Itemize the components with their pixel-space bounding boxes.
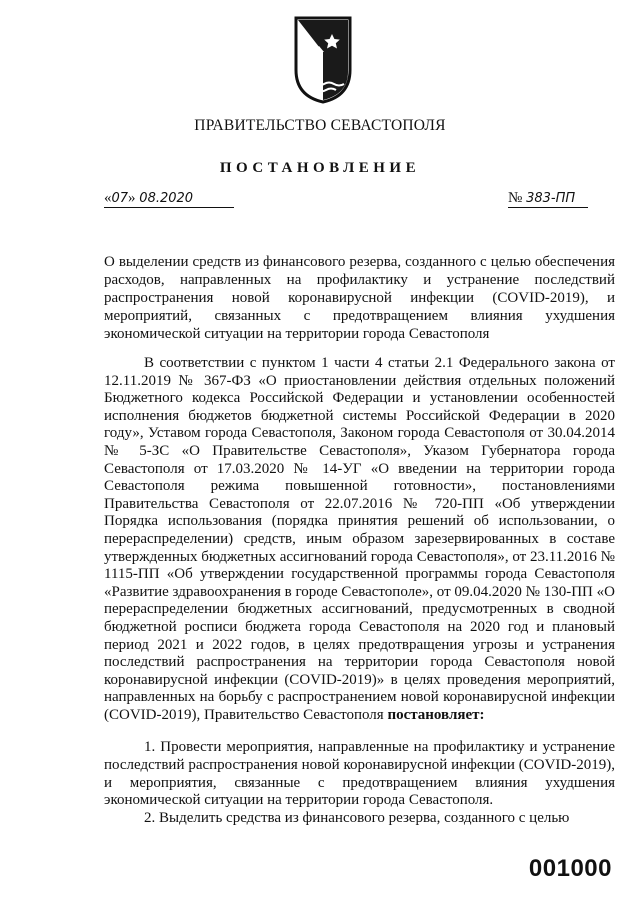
- page-serial-number: 001000: [528, 855, 612, 882]
- government-name: ПРАВИТЕЛЬСТВО СЕВАСТОПОЛЯ: [194, 117, 446, 134]
- monument-column: [317, 52, 321, 82]
- date-month-year: 08.2020: [139, 191, 194, 206]
- document-type-title: ПОСТАНОВЛЕНИЕ: [219, 160, 421, 176]
- date-close-quote: »: [128, 190, 140, 206]
- preamble-paragraph: [104, 355, 615, 724]
- document-date: [104, 190, 234, 208]
- item-2: 2. Выделить средства из финансового резерва, созданного с целью: [144, 809, 570, 826]
- document-subject: О выделении средств из финансового резерва, созданного с целью обеспечения расходов, направленных на профилактику и устранение последствий распространения новой коронавирусной инфекции (COVID-2019), и мероприятий, связанных с предотвращением влияния ухудшения экономической ситуации на территории города Севастополя: [104, 254, 615, 342]
- resolves-word: постановляет:: [387, 706, 485, 723]
- document-body: [104, 355, 615, 827]
- sevastopol-coat-of-arms: [292, 12, 354, 106]
- number-sign: №: [508, 190, 527, 206]
- number-value: 383-ПП: [526, 191, 576, 206]
- date-open-quote: «: [104, 190, 112, 206]
- item-1: 1. Провести мероприятия, направленные на профилактику и устранение последствий распространения новой коронавирусной инфекции (COVID-2019), и мероприятия, связанные с предотвращением влияния ухудшения экономической ситуации на территории города Севастополя.: [104, 739, 615, 809]
- preamble-text: В соответствии с пунктом 1 части 4 статьи 2.1 Федерального закона от 12.11.2019 № 367-ФЗ «О приостановлении действия отдельных положений Бюджетного кодекса Российской Федерации и установлении особенностей исполнения бюджетов бюджетной системы Российской Федерации в 2020 году», Уставом города Севастополя, Законом города Севастополя от 30.04.2014 № 5-ЗС «О Правительстве Севастополя», Указом Губернатора города Севастополя от 17.03.2020 № 14-УГ «О введении на территории города Севастополя режима повышенной готовности», постановлениями Правительства Севастополя от 22.07.2016 № 720-ПП «Об утверждении Порядка использования (порядка принятия решений об использовании, о перераспределении) средств, иным образом зарезервированных в составе утвержденных бюджетных ассигнований города Севастополя», от 23.11.2016 № 1115-ПП «Об утверждении государственной программы города Севастополя «Развитие здравоохранения в городе Севастополе», от 09.04.2020 № 130-ПП «О перераспределении бюджетных ассигнований, предусмотренных в сводной бюджетной росписи бюджета города Севастополя на 2020 год и плановый период 2021 и 2022 годов, в целях предотвращения угрозы и устранения последствий распространения на территории города Севастополя новой коронавирусной инфекции (COVID-2019)» в целях проведения мероприятий, направленных на борьбу с распространением новой коронавирусной инфекции (COVID-2019), Правительство Севастополя: [104, 355, 615, 723]
- date-day: 07: [111, 191, 129, 206]
- paragraph-gap: [104, 724, 615, 739]
- document-number: [508, 190, 588, 208]
